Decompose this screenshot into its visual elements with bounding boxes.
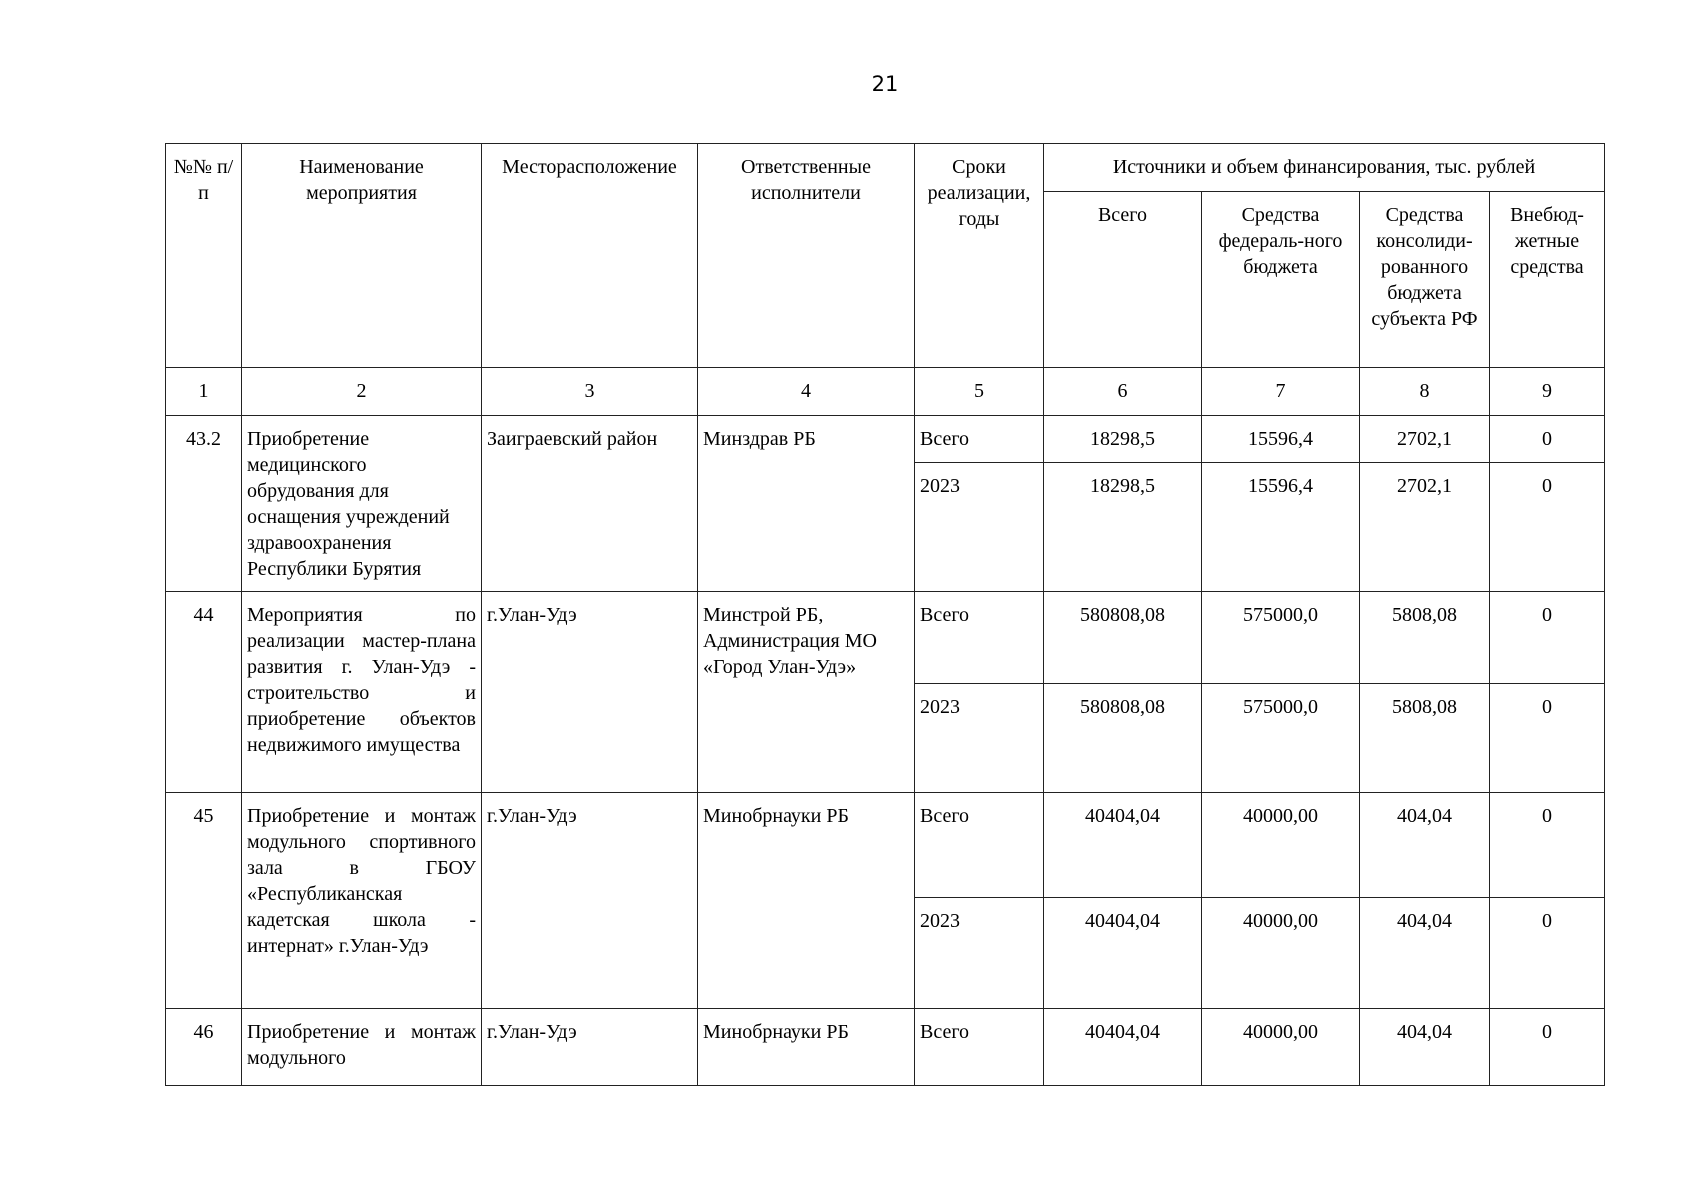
row-extra: 0 <box>1490 684 1605 793</box>
row-federal: 40000,00 <box>1202 1009 1360 1086</box>
row-federal: 15596,4 <box>1202 463 1360 592</box>
row-period: Всего <box>915 793 1044 898</box>
header-consolidated: Средства консолиди-рованного бюджета субъекта РФ <box>1360 192 1490 368</box>
column-number: 8 <box>1360 368 1490 416</box>
row-name: Приобретение медицинского обрудования для оснащения учреждений здравоохранения Республики Бурятия <box>242 416 482 592</box>
row-total: 580808,08 <box>1044 592 1202 684</box>
row-name: Мероприятия по реализации мастер-плана развития г. Улан-Удэ - строительство и приобретение объектов недвижимого имущества <box>242 592 482 793</box>
header-federal: Средства федераль-ного бюджета <box>1202 192 1360 368</box>
column-number: 1 <box>166 368 242 416</box>
table-row <box>166 1009 1605 1086</box>
table-row <box>166 592 1605 684</box>
header-name: Наименование мероприятия <box>242 144 482 368</box>
column-number: 5 <box>915 368 1044 416</box>
row-period: Всего <box>915 1009 1044 1086</box>
row-total: 40404,04 <box>1044 1009 1202 1086</box>
row-total: 18298,5 <box>1044 463 1202 592</box>
row-consolidated: 404,04 <box>1360 793 1490 898</box>
row-extra: 0 <box>1490 1009 1605 1086</box>
row-consolidated: 404,04 <box>1360 1009 1490 1086</box>
row-consolidated: 5808,08 <box>1360 592 1490 684</box>
header-responsible: Ответственные исполнители <box>698 144 915 368</box>
row-responsible: Минобрнауки РБ <box>698 793 915 1009</box>
row-federal: 575000,0 <box>1202 684 1360 793</box>
row-consolidated: 2702,1 <box>1360 416 1490 463</box>
row-extra: 0 <box>1490 592 1605 684</box>
row-responsible: Минстрой РБ, Администрация МО «Город Улан-Удэ» <box>698 592 915 793</box>
table-row <box>166 793 1605 898</box>
row-total: 40404,04 <box>1044 898 1202 1009</box>
table-row <box>166 416 1605 463</box>
header-total: Всего <box>1044 192 1202 368</box>
column-number: 9 <box>1490 368 1605 416</box>
header-row-top <box>166 144 1605 192</box>
row-location: г.Улан-Удэ <box>482 1009 698 1086</box>
row-consolidated: 404,04 <box>1360 898 1490 1009</box>
column-number: 7 <box>1202 368 1360 416</box>
row-num: 44 <box>166 592 242 793</box>
row-location: Заиграевский район <box>482 416 698 592</box>
row-period: 2023 <box>915 684 1044 793</box>
header-period: Сроки реализации, годы <box>915 144 1044 368</box>
row-period: 2023 <box>915 463 1044 592</box>
row-location: г.Улан-Удэ <box>482 592 698 793</box>
row-consolidated: 2702,1 <box>1360 463 1490 592</box>
row-responsible: Минобрнауки РБ <box>698 1009 915 1086</box>
row-extra: 0 <box>1490 793 1605 898</box>
row-federal: 40000,00 <box>1202 898 1360 1009</box>
column-number: 3 <box>482 368 698 416</box>
column-number: 4 <box>698 368 915 416</box>
page-number: 21 <box>871 72 899 96</box>
financing-table <box>165 143 1605 1086</box>
row-num: 45 <box>166 793 242 1009</box>
row-name: Приобретение и монтаж модульного <box>242 1009 482 1086</box>
row-total: 40404,04 <box>1044 793 1202 898</box>
header-location: Месторасположение <box>482 144 698 368</box>
row-num: 46 <box>166 1009 242 1086</box>
column-number-row <box>166 368 1605 416</box>
row-federal: 575000,0 <box>1202 592 1360 684</box>
row-total: 18298,5 <box>1044 416 1202 463</box>
row-location: г.Улан-Удэ <box>482 793 698 1009</box>
row-num: 43.2 <box>166 416 242 592</box>
row-period: Всего <box>915 592 1044 684</box>
row-total: 580808,08 <box>1044 684 1202 793</box>
column-number: 2 <box>242 368 482 416</box>
row-extra: 0 <box>1490 898 1605 1009</box>
row-name: Приобретение и монтаж модульного спортивного зала в ГБОУ «Республиканская кадетская школа - интернат» г.Улан-Удэ <box>242 793 482 1009</box>
row-consolidated: 5808,08 <box>1360 684 1490 793</box>
header-num: №№ п/п <box>166 144 242 368</box>
row-period: Всего <box>915 416 1044 463</box>
row-extra: 0 <box>1490 463 1605 592</box>
header-funding-group: Источники и объем финансирования, тыс. рублей <box>1044 144 1605 192</box>
row-federal: 15596,4 <box>1202 416 1360 463</box>
row-responsible: Минздрав РБ <box>698 416 915 592</box>
row-period: 2023 <box>915 898 1044 1009</box>
row-extra: 0 <box>1490 416 1605 463</box>
column-number: 6 <box>1044 368 1202 416</box>
header-extra: Внебюд-жетные средства <box>1490 192 1605 368</box>
row-federal: 40000,00 <box>1202 793 1360 898</box>
